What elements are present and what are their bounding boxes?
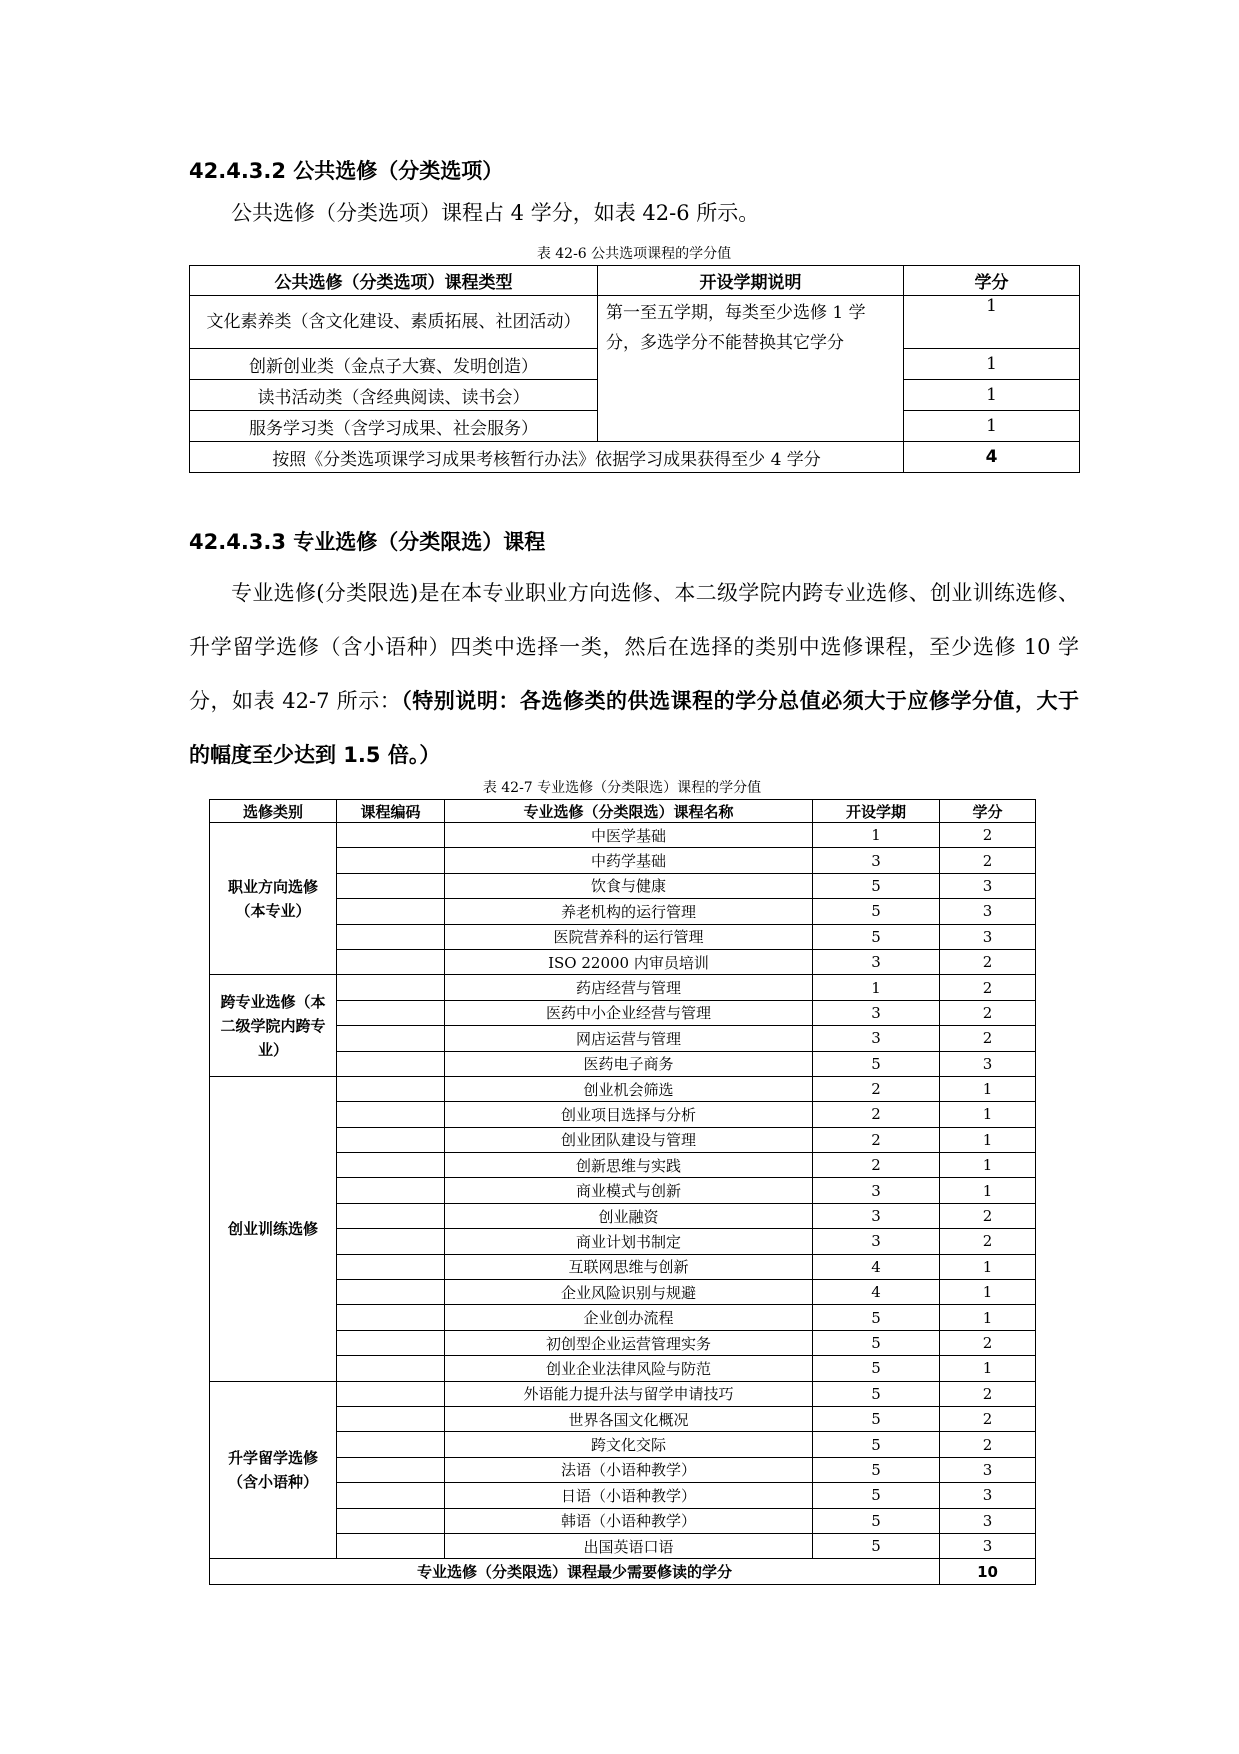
course-credit: 2 bbox=[940, 1026, 1036, 1051]
course-code bbox=[337, 924, 445, 949]
course-credit: 1 bbox=[940, 1305, 1036, 1330]
table-42-7 bbox=[209, 799, 1036, 1585]
table-row bbox=[210, 1076, 1036, 1101]
course-term: 5 bbox=[813, 1356, 940, 1381]
course-credit: 3 bbox=[940, 1483, 1036, 1508]
course-code bbox=[337, 1483, 445, 1508]
course-credit: 2 bbox=[940, 823, 1036, 848]
course-code bbox=[337, 848, 445, 873]
course-code bbox=[337, 1254, 445, 1279]
course-credit: 2 bbox=[940, 1381, 1036, 1406]
course-type: 服务学习类（含学习成果、社会服务） bbox=[190, 411, 598, 442]
header-course-code: 课程编码 bbox=[337, 800, 445, 823]
course-name: 医药中小企业经营与管理 bbox=[445, 1000, 813, 1025]
header-term: 开设学期 bbox=[813, 800, 940, 823]
course-code bbox=[337, 899, 445, 924]
course-name: 创业团队建设与管理 bbox=[445, 1127, 813, 1152]
course-name: 法语（小语种教学） bbox=[445, 1457, 813, 1482]
category-cell: 创业训练选修 bbox=[210, 1076, 337, 1381]
course-name: 医院营养科的运行管理 bbox=[445, 924, 813, 949]
course-name: 中药学基础 bbox=[445, 848, 813, 873]
course-credit: 3 bbox=[940, 1051, 1036, 1076]
course-name: 创业企业法律风险与防范 bbox=[445, 1356, 813, 1381]
course-credit: 1 bbox=[940, 1254, 1036, 1279]
course-code bbox=[337, 1076, 445, 1101]
course-name: 韩语（小语种教学） bbox=[445, 1508, 813, 1533]
course-term: 2 bbox=[813, 1102, 940, 1127]
course-code bbox=[337, 1178, 445, 1203]
course-term: 5 bbox=[813, 1051, 940, 1076]
course-name: 企业风险识别与规避 bbox=[445, 1280, 813, 1305]
course-code bbox=[337, 1280, 445, 1305]
course-credit: 1 bbox=[940, 1153, 1036, 1178]
table-total-row bbox=[190, 442, 1080, 473]
course-term: 4 bbox=[813, 1280, 940, 1305]
course-code bbox=[337, 1305, 445, 1330]
course-code bbox=[337, 1457, 445, 1482]
course-code bbox=[337, 1051, 445, 1076]
course-credit: 3 bbox=[940, 1508, 1036, 1533]
course-code bbox=[337, 1127, 445, 1152]
table-row bbox=[210, 1381, 1036, 1406]
course-credit: 1 bbox=[940, 1127, 1036, 1152]
special-note: （特别说明：各选修类的供选课程的学分总值必须大于应修学分值，大于的幅度至少达到 1.5 倍。） bbox=[189, 689, 1079, 767]
table-row bbox=[190, 296, 1080, 349]
course-term: 4 bbox=[813, 1254, 940, 1279]
course-code bbox=[337, 873, 445, 898]
course-name: 药店经营与管理 bbox=[445, 975, 813, 1000]
course-code bbox=[337, 1330, 445, 1355]
course-code bbox=[337, 1153, 445, 1178]
course-type: 创新创业类（金点子大赛、发明创造） bbox=[190, 349, 598, 380]
total-label: 按照《分类选项课学习成果考核暂行办法》依据学习成果获得至少 4 学分 bbox=[190, 442, 904, 473]
table-42-6 bbox=[189, 265, 1080, 473]
course-type: 读书活动类（含经典阅读、读书会） bbox=[190, 380, 598, 411]
course-term: 2 bbox=[813, 1127, 940, 1152]
total-value: 10 bbox=[940, 1559, 1036, 1584]
course-term: 5 bbox=[813, 1483, 940, 1508]
course-name: 创新思维与实践 bbox=[445, 1153, 813, 1178]
category-cell: 升学留学选修（含小语种） bbox=[210, 1381, 337, 1559]
course-name: 外语能力提升法与留学申请技巧 bbox=[445, 1381, 813, 1406]
course-name: 初创型企业运营管理实务 bbox=[445, 1330, 813, 1355]
course-term: 5 bbox=[813, 1457, 940, 1482]
course-code bbox=[337, 1533, 445, 1558]
term-note: 第一至五学期，每类至少选修 1 学分，多选学分不能替换其它学分 bbox=[598, 296, 904, 442]
course-name: 出国英语口语 bbox=[445, 1533, 813, 1558]
course-code bbox=[337, 1000, 445, 1025]
section-heading-42-4-3-3: 42.4.3.3 专业选修（分类限选）课程 bbox=[189, 530, 546, 554]
course-term: 3 bbox=[813, 1000, 940, 1025]
credit: 1 bbox=[904, 296, 1080, 349]
section-heading-42-4-3-2: 42.4.3.2 公共选修（分类选项） bbox=[189, 159, 504, 183]
table-header-row bbox=[190, 266, 1080, 296]
table-row bbox=[210, 975, 1036, 1000]
course-type: 文化素养类（含文化建设、素质拓展、社团活动） bbox=[190, 296, 598, 349]
course-credit: 2 bbox=[940, 848, 1036, 873]
credit: 1 bbox=[904, 349, 1080, 380]
course-term: 1 bbox=[813, 975, 940, 1000]
course-name: 企业创办流程 bbox=[445, 1305, 813, 1330]
course-code bbox=[337, 1356, 445, 1381]
section2-paragraph bbox=[189, 566, 1079, 782]
table-42-7-caption: 表 42-7 专业选修（分类限选）课程的学分值 bbox=[482, 780, 762, 796]
course-credit: 3 bbox=[940, 899, 1036, 924]
course-credit: 1 bbox=[940, 1280, 1036, 1305]
course-name: 饮食与健康 bbox=[445, 873, 813, 898]
course-term: 5 bbox=[813, 1330, 940, 1355]
total-label: 专业选修（分类限选）课程最少需要修读的学分 bbox=[210, 1559, 940, 1584]
course-term: 5 bbox=[813, 1508, 940, 1533]
course-term: 3 bbox=[813, 848, 940, 873]
course-code bbox=[337, 975, 445, 1000]
course-credit: 2 bbox=[940, 1432, 1036, 1457]
course-term: 3 bbox=[813, 949, 940, 974]
section1-intro: 公共选修（分类选项）课程占 4 学分，如表 42-6 所示。 bbox=[231, 201, 760, 225]
course-code bbox=[337, 1026, 445, 1051]
course-term: 5 bbox=[813, 1305, 940, 1330]
header-term-note: 开设学期说明 bbox=[598, 266, 904, 296]
course-term: 5 bbox=[813, 924, 940, 949]
course-credit: 3 bbox=[940, 1533, 1036, 1558]
course-code bbox=[337, 1203, 445, 1228]
course-name: 中医学基础 bbox=[445, 823, 813, 848]
course-term: 1 bbox=[813, 823, 940, 848]
course-name: 创业融资 bbox=[445, 1203, 813, 1228]
header-course-type: 公共选修（分类选项）课程类型 bbox=[190, 266, 598, 296]
course-name: 跨文化交际 bbox=[445, 1432, 813, 1457]
table-42-6-caption: 表 42-6 公共选项课程的学分值 bbox=[536, 246, 732, 262]
course-credit: 1 bbox=[940, 1076, 1036, 1101]
course-code bbox=[337, 1406, 445, 1431]
course-term: 5 bbox=[813, 1381, 940, 1406]
course-code bbox=[337, 1381, 445, 1406]
course-name: 创业项目选择与分析 bbox=[445, 1102, 813, 1127]
paragraph-text: 专业选修(分类限选)是在本专业职业方向选修、本二级学院内跨专业选修、创业训练选修、升学留学选修（含小语种）四类中选择一类，然后在选择的类别中选修课程，至少选修 10 学分，如表 42-7 所示： bbox=[189, 581, 1079, 713]
course-credit: 2 bbox=[940, 975, 1036, 1000]
category-cell: 职业方向选修（本专业） bbox=[210, 823, 337, 975]
course-name: 医药电子商务 bbox=[445, 1051, 813, 1076]
course-credit: 2 bbox=[940, 1203, 1036, 1228]
course-credit: 1 bbox=[940, 1102, 1036, 1127]
header-credit: 学分 bbox=[904, 266, 1080, 296]
table-row bbox=[210, 823, 1036, 848]
table-header-row bbox=[210, 800, 1036, 823]
table-total-row bbox=[210, 1559, 1036, 1584]
course-credit: 1 bbox=[940, 1178, 1036, 1203]
course-credit: 2 bbox=[940, 1406, 1036, 1431]
header-category: 选修类别 bbox=[210, 800, 337, 823]
course-credit: 2 bbox=[940, 1330, 1036, 1355]
course-code bbox=[337, 1229, 445, 1254]
course-name: 商业模式与创新 bbox=[445, 1178, 813, 1203]
course-name: 互联网思维与创新 bbox=[445, 1254, 813, 1279]
course-code bbox=[337, 1102, 445, 1127]
total-value: 4 bbox=[904, 442, 1080, 473]
category-cell: 跨专业选修（本二级学院内跨专业） bbox=[210, 975, 337, 1077]
course-name: 商业计划书制定 bbox=[445, 1229, 813, 1254]
course-code bbox=[337, 949, 445, 974]
course-term: 5 bbox=[813, 873, 940, 898]
course-term: 2 bbox=[813, 1153, 940, 1178]
course-term: 5 bbox=[813, 899, 940, 924]
course-credit: 1 bbox=[940, 1356, 1036, 1381]
course-code bbox=[337, 823, 445, 848]
course-code bbox=[337, 1432, 445, 1457]
header-course-name: 专业选修（分类限选）课程名称 bbox=[445, 800, 813, 823]
course-term: 5 bbox=[813, 1432, 940, 1457]
course-term: 3 bbox=[813, 1026, 940, 1051]
course-name: 创业机会筛选 bbox=[445, 1076, 813, 1101]
credit: 1 bbox=[904, 411, 1080, 442]
credit: 1 bbox=[904, 380, 1080, 411]
course-name: 网店运营与管理 bbox=[445, 1026, 813, 1051]
course-term: 3 bbox=[813, 1178, 940, 1203]
header-credit: 学分 bbox=[940, 800, 1036, 823]
course-term: 2 bbox=[813, 1076, 940, 1101]
course-credit: 2 bbox=[940, 1229, 1036, 1254]
course-name: 日语（小语种教学） bbox=[445, 1483, 813, 1508]
course-code bbox=[337, 1508, 445, 1533]
course-credit: 3 bbox=[940, 1457, 1036, 1482]
course-term: 3 bbox=[813, 1203, 940, 1228]
course-name: ISO 22000 内审员培训 bbox=[445, 949, 813, 974]
course-term: 5 bbox=[813, 1406, 940, 1431]
course-credit: 3 bbox=[940, 873, 1036, 898]
course-credit: 2 bbox=[940, 1000, 1036, 1025]
course-name: 养老机构的运行管理 bbox=[445, 899, 813, 924]
course-credit: 3 bbox=[940, 924, 1036, 949]
course-term: 5 bbox=[813, 1533, 940, 1558]
course-term: 3 bbox=[813, 1229, 940, 1254]
course-name: 世界各国文化概况 bbox=[445, 1406, 813, 1431]
course-credit: 2 bbox=[940, 949, 1036, 974]
